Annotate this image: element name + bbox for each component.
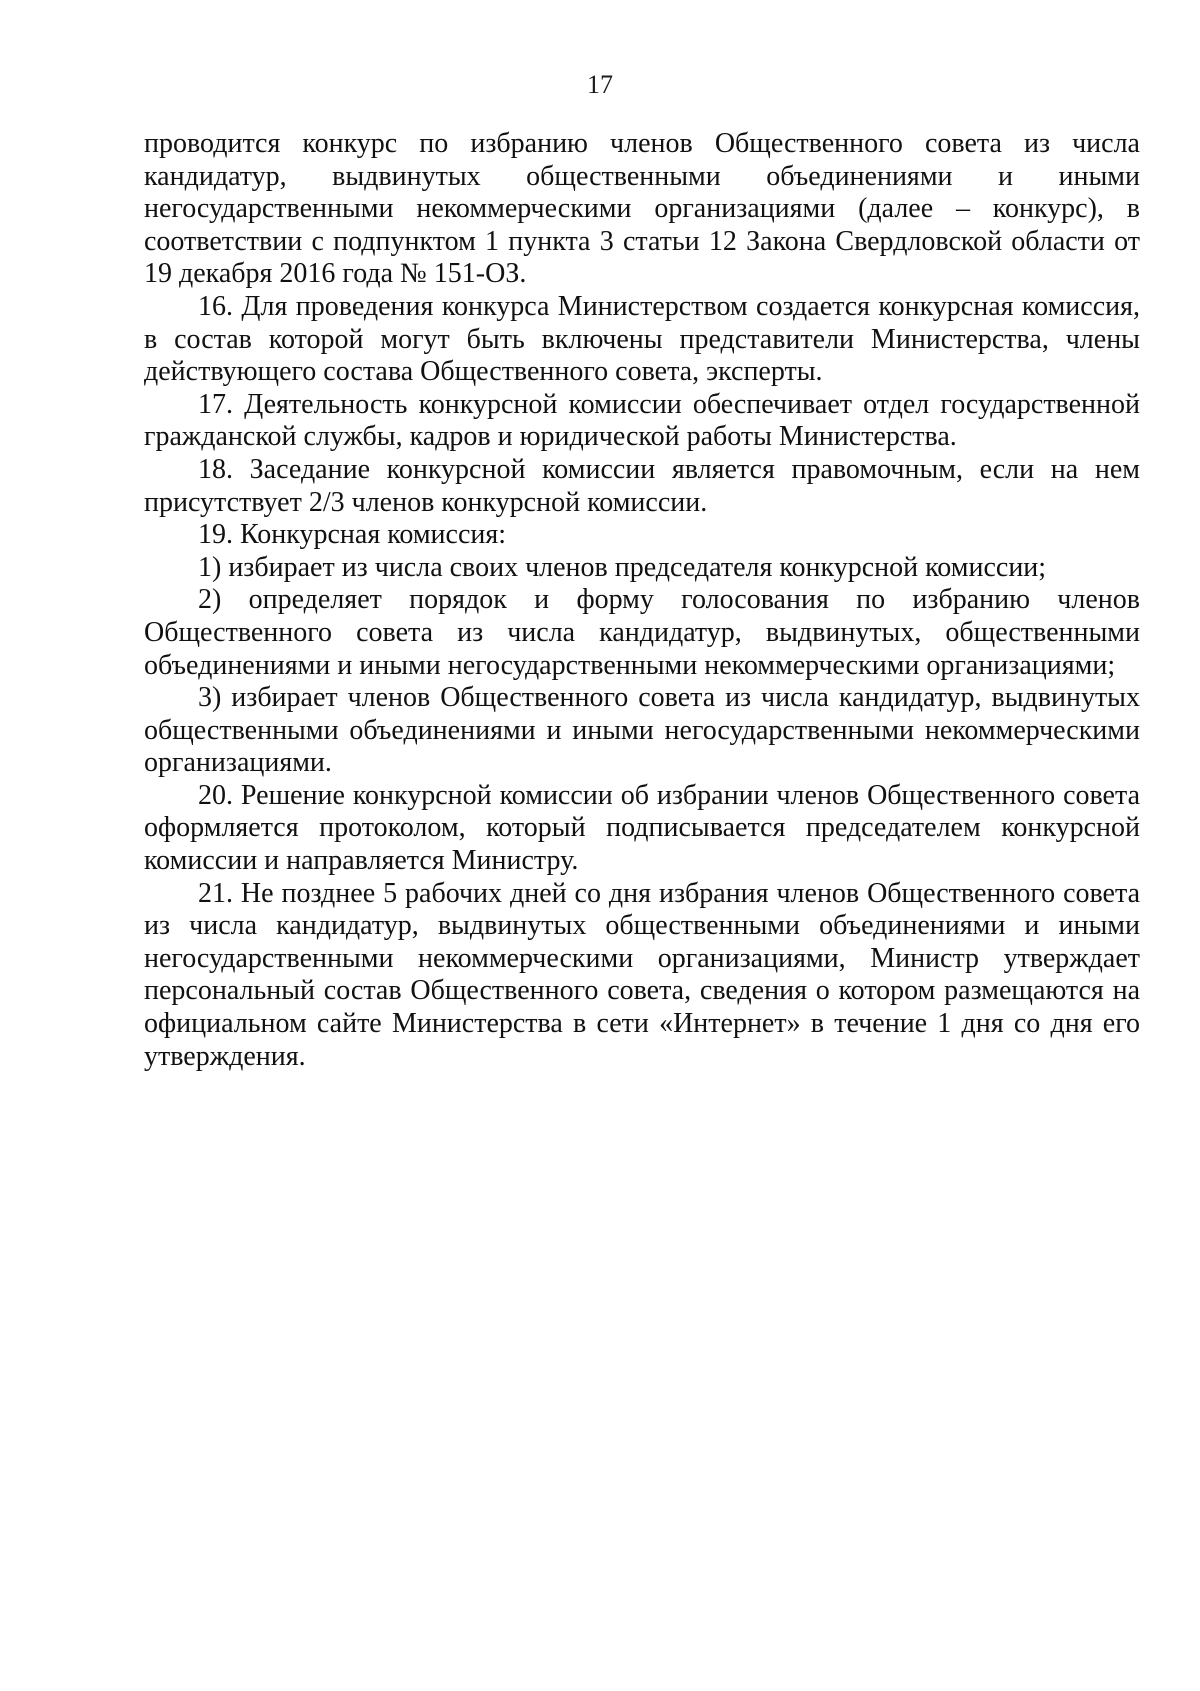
paragraph-continuation: проводится конкурс по избранию членов Общественного совета из числа кандидатур, выдвинутых общественными объединениями и иными негосударственными некоммерческими организациями (далее – конкурс), в соответствии с подпунктом 1 пункта 3 статьи 12 Закона Свердловской области от 19 декабря 2016 года № 151-ОЗ. xyxy=(144,128,1140,290)
document-body xyxy=(144,128,1140,1073)
paragraph-17: 17. Деятельность конкурсной комиссии обеспечивает отдел государственной гражданской службы, кадров и юридической работы Министерства. xyxy=(144,388,1140,453)
page-number: 17 xyxy=(587,70,613,99)
paragraph-20: 20. Решение конкурсной комиссии об избрании членов Общественного совета оформляется протоколом, который подписывается председателем конкурсной комиссии и направляется Министру. xyxy=(144,779,1140,877)
paragraph-18: 18. Заседание конкурсной комиссии является правомочным, если на нем присутствует 2/3 членов конкурсной комиссии. xyxy=(144,453,1140,518)
paragraph-21: 21. Не позднее 5 рабочих дней со дня избрания членов Общественного совета из числа кандидатур, выдвинутых общественными объединениями и иными негосударственными некоммерческими организациями, Министр утверждает персональный состав Общественного совета, сведения о котором размещаются на официальном сайте Министерства в сети «Интернет» в течение 1 дня со дня его утверждения. xyxy=(144,877,1140,1072)
paragraph-19-item-2: 2) определяет порядок и форму голосования по избранию членов Общественного совета из числа кандидатур, выдвинутых, общественными объединениями и иными негосударственными некоммерческими организациями; xyxy=(144,584,1140,681)
paragraph-19-item-1: 1) избирает из числа своих членов председателя конкурсной комиссии; xyxy=(198,551,1047,583)
paragraph-19-item-3: 3) избирает членов Общественного совета из числа кандидатур, выдвинутых общественными объединениями и иными негосударственными некоммерческими организациями. xyxy=(144,682,1140,779)
paragraph-16: 16. Для проведения конкурса Министерством создается конкурсная комиссия, в состав которой могут быть включены представители Министерства, члены действующего состава Общественного совета, эксперты. xyxy=(144,290,1140,388)
paragraph-19: 19. Конкурсная комиссия: xyxy=(198,519,507,551)
